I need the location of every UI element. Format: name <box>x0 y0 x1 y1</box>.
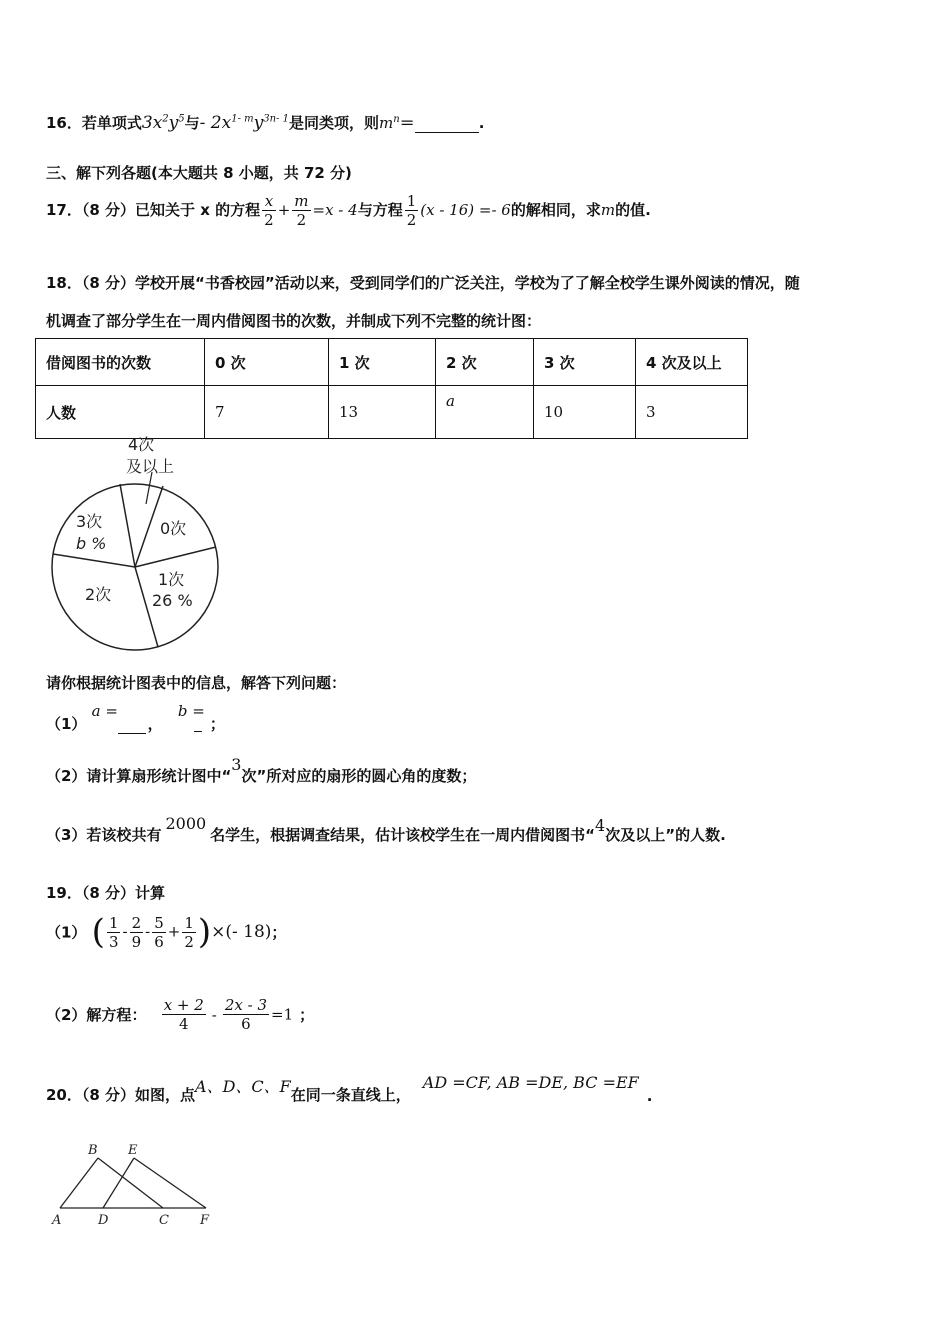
q18-prompt: 请你根据统计图表中的信息，解答下列问题： <box>46 674 347 692</box>
question-16: 16．若单项式$3x^2y^5$与- $2x^{1- m}y^{3n- 1}$是同类项，则$m^n=$ . <box>46 113 485 133</box>
pie-divider <box>135 486 163 567</box>
segment-ef <box>134 1158 206 1208</box>
pie-label-1: 1次 <box>158 570 185 589</box>
statistics-table <box>35 338 748 439</box>
q18-part3: （3）若该校共有2000名学生，根据调查结果，估计该校学生在一周内借阅图书“4次及以上”的人数. <box>46 814 726 844</box>
question-19: 19．（8 分）计算 <box>46 884 166 902</box>
pie-label-3: 3次 <box>76 512 103 531</box>
pie-label-1b: 26 % <box>152 591 193 610</box>
point-label-c: C <box>159 1213 169 1228</box>
question-18-line2: 机调查了部分学生在一周内借阅图书的次数，并制成下列不完整的统计图： <box>46 312 542 330</box>
pie-label-3b: b % <box>76 534 107 553</box>
pie-label-2: 2次 <box>85 585 112 604</box>
point-label-d: D <box>98 1213 109 1228</box>
pie-chart <box>40 432 240 657</box>
point-label-f: F <box>200 1213 210 1228</box>
question-17: 17．（8 分）已知关于 x 的方程 $\frac{x}{2}$ + $\frac{m}{2}$ =x - 4与方程 $\frac{1}{2}$ (x - 16) =- 6的解相同，求m的值. <box>46 192 651 229</box>
answer-blank <box>415 114 479 133</box>
q19-part2: （2）解方程： $\frac{x + 2}{4}$ - $\frac{2x - 3}{6}$ =1 ； <box>46 996 315 1033</box>
question-18-line1: 18．（8 分）学校开展“书香校园”活动以来，受到同学们的广泛关注，学校为了了解全校学生课外阅读的情况，随 <box>46 274 800 292</box>
question-20: 20．（8 分）如图，点A、D、C、F在同一条直线上，AD =CF, AB =DE, BC =EF. <box>46 1073 653 1105</box>
triangle-figure <box>46 1140 226 1230</box>
q18-part1: （1） a = ， b = ； <box>46 702 225 733</box>
q19-part1: （1） ( $\frac{1}{3}$ - $\frac{2}{9}$ - $\frac{5}{6}$ + $\frac{1}{2}$ )×(- 18)； <box>46 912 287 952</box>
table-row: 借阅图书的次数 0 次 1 次 2 次 3 次 4 次及以上 <box>36 339 748 386</box>
pie-divider <box>120 484 135 567</box>
point-label-e: E <box>128 1143 138 1158</box>
table-row: 人数 7 13 a 10 3 <box>36 386 748 439</box>
point-label-b: B <box>88 1143 98 1158</box>
pie-divider <box>135 547 216 567</box>
pie-leader-line <box>146 472 152 504</box>
section-heading: 三、解下列各题(本大题共 8 小题，共 72 分) <box>46 164 352 182</box>
point-label-a: A <box>52 1213 62 1228</box>
segment-ab <box>60 1158 98 1208</box>
pie-label-4: 4次 <box>128 435 155 454</box>
pie-divider <box>53 554 135 567</box>
pie-label-4b: 及以上 <box>126 457 175 476</box>
pie-label-0: 0次 <box>160 519 187 538</box>
q18-part2: （2）请计算扇形统计图中“3次”所对应的扇形的圆心角的度数； <box>46 755 477 785</box>
